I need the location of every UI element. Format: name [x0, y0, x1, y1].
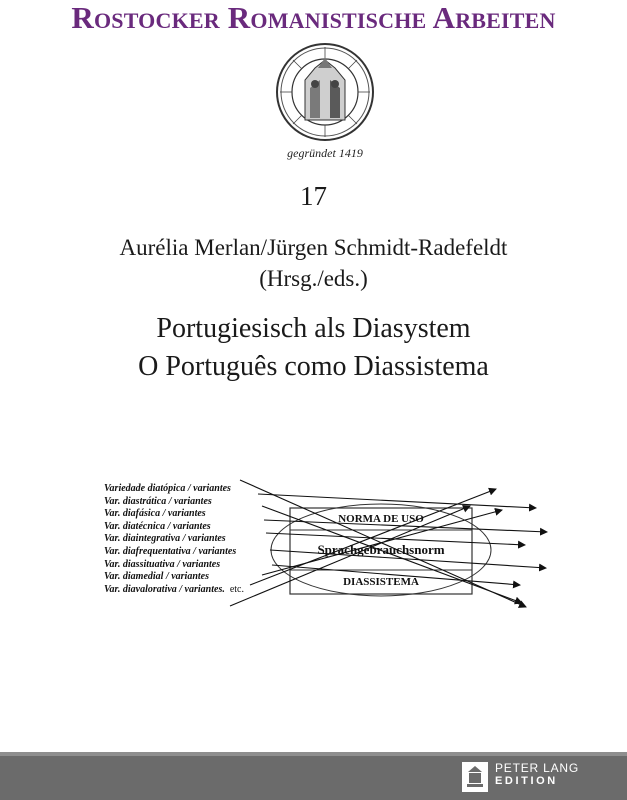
author-separator: / — [260, 235, 268, 260]
editors-label: (Hrsg./eds.) — [259, 266, 368, 291]
norm-label-top: NORMA DE USO — [338, 513, 424, 525]
variety-item: Var. diafrequentativa / variantes — [104, 545, 237, 557]
author-1: Aurélia Merlan — [119, 235, 261, 260]
book-title-line-2: O Português como Diassistema — [138, 351, 489, 382]
variety-item: Variedade diatópica / variantes — [104, 483, 231, 494]
diagram-arrow — [258, 494, 536, 508]
variety-item: Var. diatécnica / variantes — [104, 520, 211, 532]
author-line — [0, 234, 627, 262]
diagram-arrow — [250, 489, 496, 585]
publisher-name: PETER LANG — [495, 761, 580, 775]
norm-label-bottom: DIASSISTEMA — [343, 576, 419, 588]
variety-item: Var. diavalorativa / variantes. — [104, 583, 225, 595]
variety-item: Var. diastrática / variantes — [104, 495, 212, 507]
variety-item: Var. diaintegrativa / variantes — [104, 533, 226, 545]
variety-item: Var. diamedial / variantes — [104, 571, 210, 583]
seal-founded-text: gegründet 1419 — [287, 146, 363, 160]
variety-etc: etc. — [229, 583, 244, 595]
volume-number: 17 — [300, 181, 327, 211]
author-2: Jürgen Schmidt-Radefeldt — [267, 235, 508, 260]
variety-item: Var. diafásica / variantes — [104, 508, 206, 520]
variety-list — [104, 483, 244, 596]
footer-strip — [0, 752, 627, 756]
publisher-line: EDITION — [495, 775, 558, 787]
series-title: Rostocker Romanistische Arbeiten — [71, 0, 556, 35]
variety-item: Var. diassituativa / variantes — [104, 558, 221, 570]
norm-label-middle: Sprachgebrauchsnorm — [317, 542, 445, 557]
variety-item-last — [104, 584, 244, 597]
book-title-line-1: Portugiesisch als Diasystem — [156, 313, 471, 344]
publisher-logo-icon — [462, 762, 488, 792]
university-seal-icon — [270, 40, 380, 160]
